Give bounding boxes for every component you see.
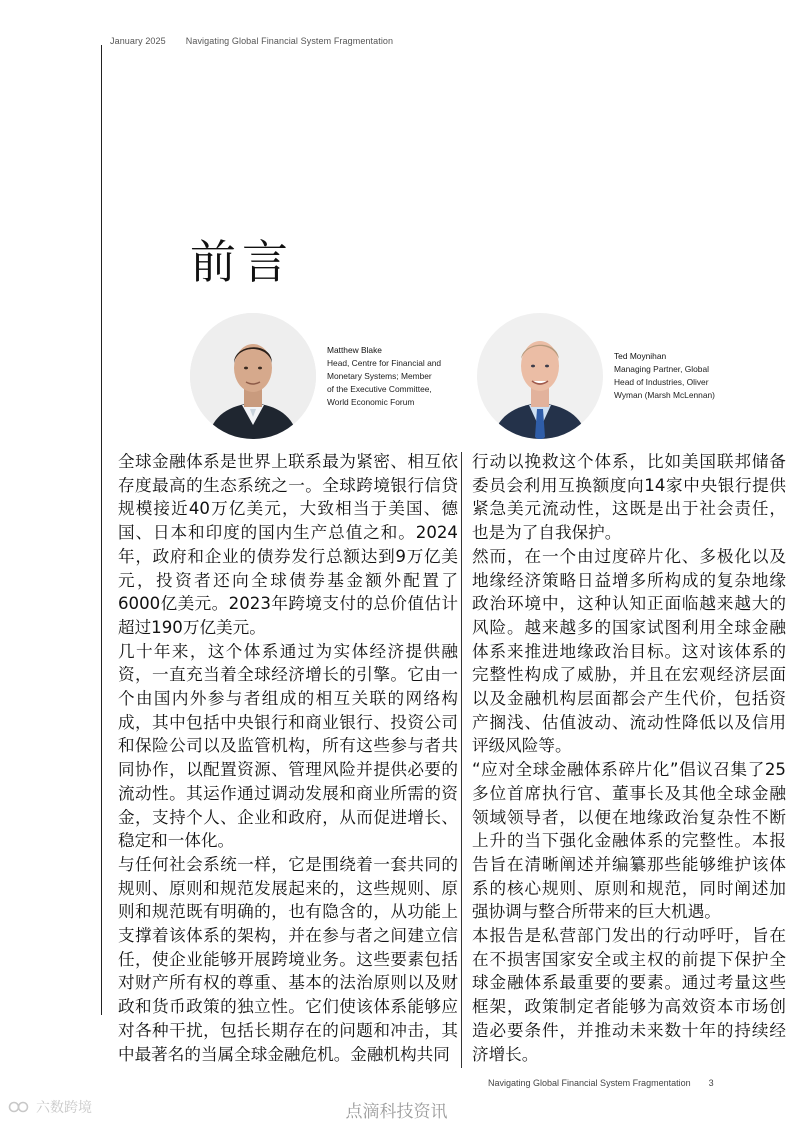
right-text-column [472, 450, 786, 1066]
column-divider [461, 452, 462, 1068]
page-title: 前言 [190, 235, 294, 289]
person-name: Matthew Blake [327, 345, 382, 355]
body-paragraph: 全球金融体系是世界上联系最为紧密、相互依存度最高的生态系统之一。全球跨境银行信贷规模接近40万亿美元，大致相当于美国、德国、日本和印度的国内生产总值之和。2024年，政府和企业的债券发行总额达到9万亿美元，投资者还向全球债券基金额外配置了6000亿美元。2023年跨境支付的总价值估计超过190万亿美元。 [118, 452, 458, 637]
watermark-left-text: 六数跨境 [36, 1100, 92, 1116]
person-role-line: Wyman (Marsh McLennan) [614, 390, 715, 400]
person-role-line: of the Executive Committee, [327, 384, 432, 394]
page-number: 3 [708, 1078, 714, 1088]
body-paragraph: “应对全球金融体系碎片化”倡议召集了25多位首席执行官、董事长及其他全球金融领域领导者，以便在地缘政治复杂性不断上升的当下强化金融体系的完整性。本报告旨在清晰阐述并编纂那些能够维护该体系的核心规则、原则和规范，同时阐述加强协调与整合所带来的巨大机遇。 [472, 760, 786, 922]
body-paragraph: 与任何社会系统一样，它是围绕着一套共同的规则、原则和规范发展起来的，这些规则、原则和规范既有明确的，也有隐含的，从功能上支撑着该体系的架构，并在参与者之间建立信任，使企业能够开展跨境业务。这些要素包括对财产所有权的尊重、基本的法治原则以及财政和货币政策的独立性。它们使该体系能够应对各种干扰，包括长期存在的问题和冲击，其中最著名的当属全球金融危机。金融机构共同 [118, 854, 458, 1064]
watermark-center: 点滴科技资讯 [345, 1102, 448, 1122]
body-paragraph: 几十年来，这个体系通过为实体经济提供融资，一直充当着全球经济增长的引擎。它由一个由国内外参与者组成的相互关联的网络构成，其中包括中央银行和商业银行、投资公司和保险公司以及监管机构，所有这些参与者共同协作，以配置资源、管理风险并提供必要的流动性。其运作通过调动发展和商业所需的资金，支持个人、企业和政府，从而促进增长、稳定和一体化。 [118, 641, 458, 851]
header-report-title: Navigating Global Financial System Fragmentation [185, 36, 394, 46]
person-role-line: Head of Industries, Oliver [614, 377, 709, 387]
footer-report-title: Navigating Global Financial System Fragmentation [488, 1078, 691, 1088]
portrait-ted-moynihan [477, 313, 603, 439]
person-role-line: Head, Centre for Financial and [327, 358, 442, 368]
left-text-column [118, 450, 458, 1066]
bio-ted-moynihan [614, 350, 744, 402]
left-rule [101, 45, 102, 1015]
bio-matthew-blake [327, 344, 462, 409]
body-paragraph: 本报告是私营部门发出的行动呼吁，旨在在不损害国家安全或主权的前提下保护全球金融体系最重要的要素。通过考量这些框架，政策制定者能够为高效资本市场创造必要条件，并推动未来数十年的持续经济增长。 [472, 926, 786, 1064]
person-role-line: Managing Partner, Global [614, 364, 709, 374]
person-role-line: World Economic Forum [327, 397, 415, 407]
person-role-line: Monetary Systems; Member [327, 371, 432, 381]
running-footer [488, 1078, 714, 1088]
body-paragraph: 行动以挽救这个体系，比如美国联邦储备委员会利用互换额度向14家中央银行提供紧急美元流动性，这既是出于社会责任，也是为了自我保护。 [472, 452, 786, 543]
portrait-matthew-blake [190, 313, 316, 439]
header-date: January 2025 [110, 36, 166, 46]
body-paragraph: 然而，在一个由过度碎片化、多极化以及地缘经济策略日益增多所构成的复杂地缘政治环境中，这种认知正面临越来越大的风险。越来越多的国家试图利用全球金融体系来推进地缘政治目标。这对该体系的完整性构成了威胁，并且在宏观经济层面以及金融机构层面都会产生代价，包括资产搁浅、估值波动、流动性降低以及信用评级风险等。 [472, 546, 786, 756]
running-header [110, 36, 393, 46]
person-name: Ted Moynihan [614, 351, 667, 361]
